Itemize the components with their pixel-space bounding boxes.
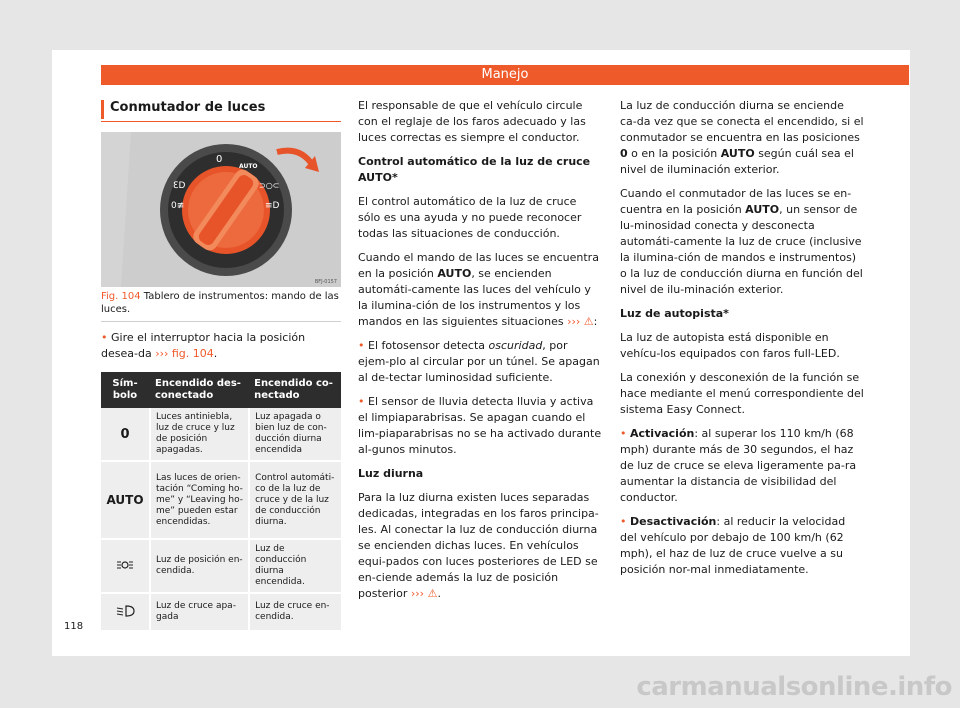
table-header-row [101,372,341,408]
bullet-text: , por ejem-plo al circular por un túnel. Se apagan al de-tectar luminosidad suficiente. [358,339,600,384]
column-middle [358,98,602,610]
section-title: Conmutador de luces [101,100,348,119]
knob-label-zero: 0 [216,154,223,165]
table-row [101,462,341,540]
table-cell-off: Luz de posición en-cendida. [149,540,248,594]
low-beam-knob-icon: ≡D [265,201,280,211]
bullet-text: : al reducir la velocidad del vehículo por debajo de 100 km/h (62 mph), el haz de luz de cruce vuelve a su posición nor-mal inmediatamente. [620,515,846,576]
subheading-auto-control: Control automático de la luz de cruce AUTO* [358,155,591,184]
intro-end: . [213,347,218,360]
warning-icon: ⚠ [583,315,594,328]
paragraph: La conexión y desconexión de la función se hace mediante el menú correspondiente del sistema Easy Connect. [620,371,864,416]
figure-code: BFJ-0157 [314,279,337,285]
bullet-icon: • [620,427,627,440]
table-cell-off: Las luces de orien-tación “Coming ho-me” y “Leaving ho-me” pueden estar encendidas. [149,462,248,540]
warning-icon: ⚠ [427,587,438,600]
bullet-icon: • [358,339,365,352]
fog-light-icon: ℇD [173,181,186,191]
paragraph-text: , se encienden automáti-camente las luces del vehículo y la ilumina-ción de los instrumentos y los mandos en las siguientes situaciones [358,267,591,328]
caption-rule [101,321,341,322]
column-right [620,98,864,586]
bullet-item [358,394,602,458]
auto-symbol: AUTO [437,267,472,280]
paragraph-text: La luz de conducción diurna se enciende ca-da vez que se conecta el encendido, si el conmutador se encuentra en las posiciones [620,99,864,144]
bullet-emphasis: oscuridad [488,339,543,352]
paragraph: El responsable de que el vehículo circule con el reglaje de los faros adecuado y las luces correctas es siempre el conductor. [358,99,586,144]
chapter-header: Manejo [101,65,909,85]
table-cell-on: Control automáti-co de la luz de cruce y de la luz de conducción diurna. [248,462,341,540]
paragraph-text: . [437,587,441,600]
figure-caption [101,290,341,316]
figure-ref-link[interactable]: ››› fig. 104 [155,347,214,360]
paragraph-text: Para la luz diurna existen luces separadas dedicadas, integradas en los faros principa-les. Al conectar la luz de conducción diurna se encienden dichas luces. En vehículos equi-pados con luces posteriores de LED se en-ciende además la luz de posición posterior [358,491,599,600]
paragraph-text: Cuando el mando de las luces se encuentra en la posición [358,251,599,280]
title-rule [101,121,341,122]
table-row [101,540,341,594]
position-light-knob-icon: ⊃○⊂ [259,181,280,190]
bullet-label: Desactivación [630,515,717,528]
paragraph: El control automático de la luz de cruce sólo es una ayuda y no puede reconocer todas las situaciones de conducción. [358,195,582,240]
paragraph [620,186,864,298]
bullet-item [620,514,864,578]
paragraph [358,490,602,602]
low-beam-icon [101,594,149,632]
table-header-off: Encendido des-conectado [149,372,248,408]
symbol-auto: AUTO [101,462,149,540]
light-switch-figure [101,132,341,287]
auto-symbol: AUTO [720,147,755,160]
intro-instruction [101,330,341,362]
paragraph-text: , un sensor de lu-minosidad conecta y desconecta automáti-camente la luz de cruce (inclusive la ilumina-ción de mandos e instrumentos) o la luz de conducción diurna en función del nivel de ilu-minación exterior. [620,203,863,296]
table-cell-on: Luz de cruce en-cendida. [248,594,341,632]
table-cell-off: Luz de cruce apa-gada [149,594,248,632]
bullet-label: Activación [630,427,695,440]
bullet-text: El sensor de lluvia detecta lluvia y activa el limpiaparabrisas. Se apagan cuando el lim-piaparabrisas no se ha activado durante al-gunos minutos. [358,395,602,456]
bullet-item [358,338,602,386]
intro-text: Gire el interruptor hacia la posición desea-da [101,331,306,360]
position-light-icon [101,540,149,594]
paragraph: La luz de autopista está disponible en vehícu-los equipados con faros full-LED. [620,331,840,360]
light-switch-illustration [101,132,341,287]
figure-caption-text: Tablero de instrumentos: mando de las luces. [101,291,339,315]
bullet-icon: • [358,395,365,408]
table-row [101,594,341,632]
bullet-icon: • [101,331,108,344]
paragraph-text: : [593,315,598,328]
auto-symbol: AUTO [745,203,780,216]
page-number: 118 [64,621,84,632]
subheading-daytime-lights: Luz diurna [358,467,424,480]
table-header-on: Encendido co-nectado [248,372,341,408]
light-symbols-table [101,372,341,632]
paragraph-text: según cuál sea el nivel de iluminación exterior. [620,147,854,176]
rear-fog-icon: 0≢ [171,201,185,211]
warning-ref-link[interactable]: ››› [410,587,425,600]
table-cell-off: Luces antiniebla, luz de cruce y luz de posición apagadas. [149,408,248,462]
watermark: carmanualsonline.info [636,672,952,702]
table-row [101,408,341,462]
paragraph [358,250,602,330]
subheading-highway-light: Luz de autopista* [620,307,729,320]
table-cell-on: Luz apagada o bien luz de con-ducción diurna encendida [248,408,341,462]
figure-caption-label: Fig. 104 [101,291,141,302]
bullet-text: : al superar los 110 km/h (68 mph) durante más de 30 segundos, el haz de luz de cruce se eleva ligeramente pa-ra aumentar la distancia de visibilidad del conductor. [620,427,857,504]
zero-symbol: 0 [620,147,628,160]
warning-ref-link[interactable]: ››› [567,315,581,328]
table-cell-on: Luz de conducción diurna encendida. [248,540,341,594]
manual-page [52,50,910,656]
paragraph-text: Cuando el conmutador de las luces se en-cuentra en la posición [620,187,852,216]
knob-label-auto: AUTO [239,163,258,170]
paragraph [620,98,864,178]
symbol-zero: 0 [101,408,149,462]
bullet-item [620,426,864,506]
bullet-icon: • [620,515,627,528]
bullet-text: El fotosensor detecta [368,339,486,352]
paragraph-text: o en la posición [631,147,718,160]
table-header-symbol: Sím-bolo [101,372,149,408]
